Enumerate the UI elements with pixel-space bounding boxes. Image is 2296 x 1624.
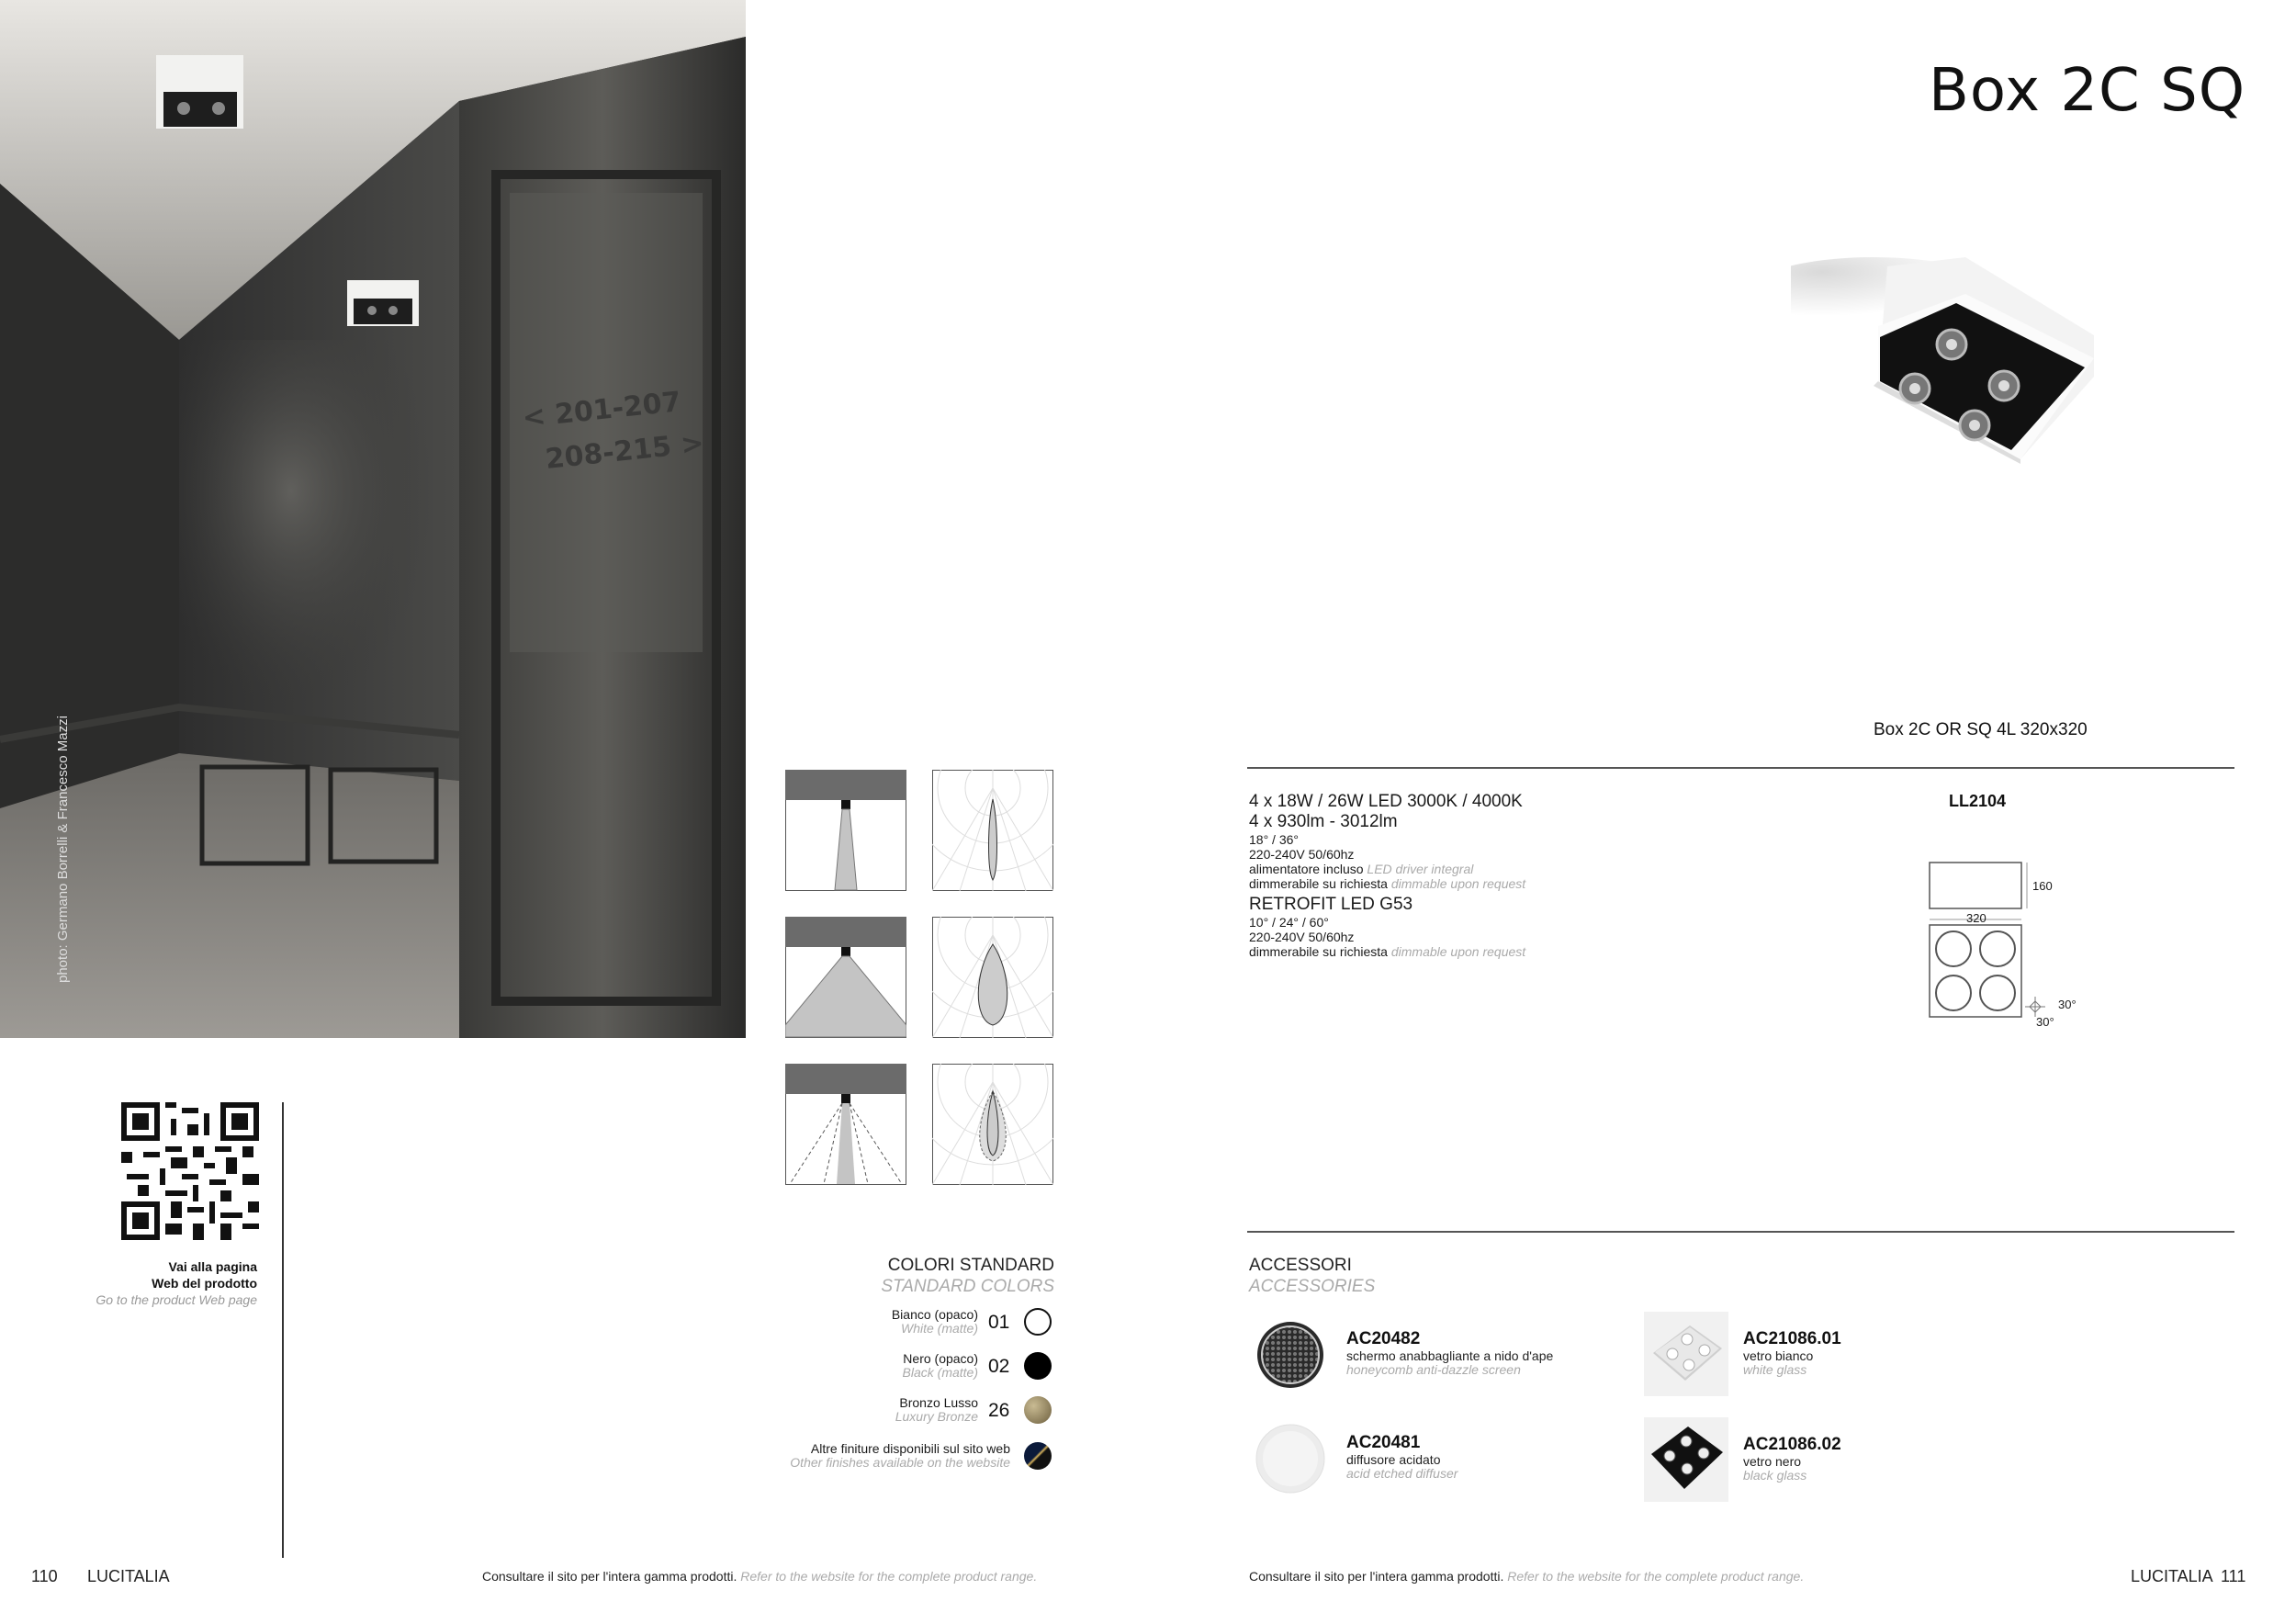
spec-retrofit-voltage: 220-240V 50/60hz [1249,930,1355,944]
color-number: 02 [988,1356,1010,1377]
beam-diagram-narrow [785,770,906,891]
interior-photo [0,0,746,1038]
color-label-it: Bianco (opaco) [891,1307,978,1322]
accessories-title: ACCESSORI [1249,1256,1352,1275]
polar-diagram-wide [932,917,1053,1038]
product-title: Box 2C SQ [1929,57,2246,125]
spec-dimmable [1249,876,1525,891]
spec-retrofit-beam: 10° / 24° / 60° [1249,915,1329,930]
black-glass-image [1644,1417,1728,1502]
spec-block [1249,792,1525,959]
accessory-code: AC20482 [1346,1329,1421,1348]
dimension-tilt-2: 30° [2036,1015,2054,1029]
product-image [1791,257,2112,468]
spec-retrofit-dimmable-it: dimmerabile su richiesta [1249,944,1388,959]
beam-diagram-wide [785,917,906,1038]
spec-retrofit-dimmable [1249,944,1525,959]
accessory-desc-en: acid etched diffuser [1346,1466,1458,1481]
acid-etched-diffuser-image [1254,1422,1327,1495]
qr-code[interactable] [121,1102,259,1240]
color-label-en: White (matte) [900,1321,978,1336]
dimension-height: 160 [2032,879,2053,893]
color-label-it: Bronzo Lusso [899,1395,978,1410]
accessory-desc-en: white glass [1743,1362,1807,1377]
color-item-white [892,1308,978,1336]
page-number-left: 110 [31,1567,58,1585]
swatch-black[interactable] [1024,1352,1052,1380]
qr-line-3: Go to the product Web page [96,1292,257,1307]
footer-note-en: Refer to the website for the complete product range. [1507,1569,1805,1584]
spec-driver [1249,862,1525,876]
product-name: Box 2C OR SQ 4L 320x320 [1874,720,2088,739]
color-label-it: Nero (opaco) [903,1351,978,1366]
footer-note-it: Consultare il sito per l'intera gamma prodotti. [1249,1569,1504,1584]
other-finishes-en: Other finishes available on the website [790,1455,1010,1470]
brand-right: LUCITALIA [2131,1567,2213,1585]
swatch-other-finishes[interactable] [1024,1442,1052,1470]
color-label-en: Luxury Bronze [895,1409,978,1424]
sign-line-1: < 201-207 [521,386,683,434]
product-code: LL2104 [1949,792,2007,810]
swatch-bronze[interactable] [1024,1396,1052,1424]
color-item-bronze [895,1396,978,1424]
colors-title: COLORI STANDARD [887,1256,1054,1275]
color-label-en: Black (matte) [902,1365,978,1380]
honeycomb-screen-image [1254,1318,1327,1392]
color-number: 01 [988,1312,1010,1333]
spec-power: 4 x 18W / 26W LED 3000K / 4000K [1249,792,1523,811]
left-divider [282,1102,284,1558]
spec-dimmable-en: dimmable upon request [1390,876,1526,891]
beam-diagram-retrofit [785,1064,906,1185]
dimension-width: 320 [1966,911,1986,925]
footer-note-right [1249,1569,1804,1584]
spec-retrofit-title: RETROFIT LED G53 [1249,895,1413,914]
colors-subtitle: STANDARD COLORS [881,1277,1054,1296]
spec-dimmable-it: dimmerabile su richiesta [1249,876,1388,891]
spec-driver-it: alimentatore incluso [1249,862,1364,876]
photo-credit: photo: Germano Borrelli & Francesco Mazzi [55,716,71,983]
divider-top [1247,767,2234,769]
polar-diagram-retrofit [932,1064,1053,1185]
accessory-desc-en: black glass [1743,1468,1807,1483]
accessories-subtitle: ACCESSORIES [1249,1277,1376,1296]
accessory-code: AC20481 [1346,1433,1421,1452]
accessory-ac20481[interactable] [1346,1433,1458,1481]
divider-bottom [1247,1231,2234,1233]
color-item-black [903,1352,978,1380]
color-item-other [790,1442,1010,1470]
swatch-white[interactable] [1024,1308,1052,1336]
qr-line-1: Vai alla pagina [168,1259,257,1274]
white-glass-image [1644,1312,1728,1396]
accessory-ac21086-01[interactable] [1743,1329,1841,1377]
spec-retrofit-dimmable-en: dimmable upon request [1390,944,1526,959]
spec-beam: 18° / 36° [1249,832,1300,847]
brand-left: LUCITALIA [87,1567,170,1585]
accessory-ac21086-02[interactable] [1743,1435,1841,1483]
other-finishes-it: Altre finiture disponibili sul sito web [810,1441,1010,1456]
spec-driver-en: LED driver integral [1367,862,1474,876]
footer-note-en: Refer to the website for the complete product range. [740,1569,1038,1584]
accessory-code: AC21086.02 [1743,1435,1841,1454]
accessory-desc-it: vetro bianco [1743,1348,1814,1363]
accessory-desc-it: schermo anabbagliante a nido d'ape [1346,1348,1554,1363]
accessory-ac20482[interactable] [1346,1329,1553,1377]
accessory-code: AC21086.01 [1743,1329,1841,1348]
footer-note-it: Consultare il sito per l'intera gamma prodotti. [482,1569,737,1584]
accessory-desc-en: honeycomb anti-dazzle screen [1346,1362,1521,1377]
polar-diagram-narrow [932,770,1053,891]
color-number: 26 [988,1400,1010,1421]
qr-caption [55,1258,257,1308]
sign-line-2: 208-215 > [544,427,706,476]
dimension-tilt-1: 30° [2058,998,2077,1011]
footer-note-left [482,1569,1037,1584]
spec-voltage: 220-240V 50/60hz [1249,847,1355,862]
qr-line-2: Web del prodotto [152,1276,257,1291]
accessory-desc-it: diffusore acidato [1346,1452,1441,1467]
spec-lumen: 4 x 930lm - 3012lm [1249,812,1398,831]
accessory-desc-it: vetro nero [1743,1454,1802,1469]
page-number-right: 111 [2221,1567,2246,1585]
